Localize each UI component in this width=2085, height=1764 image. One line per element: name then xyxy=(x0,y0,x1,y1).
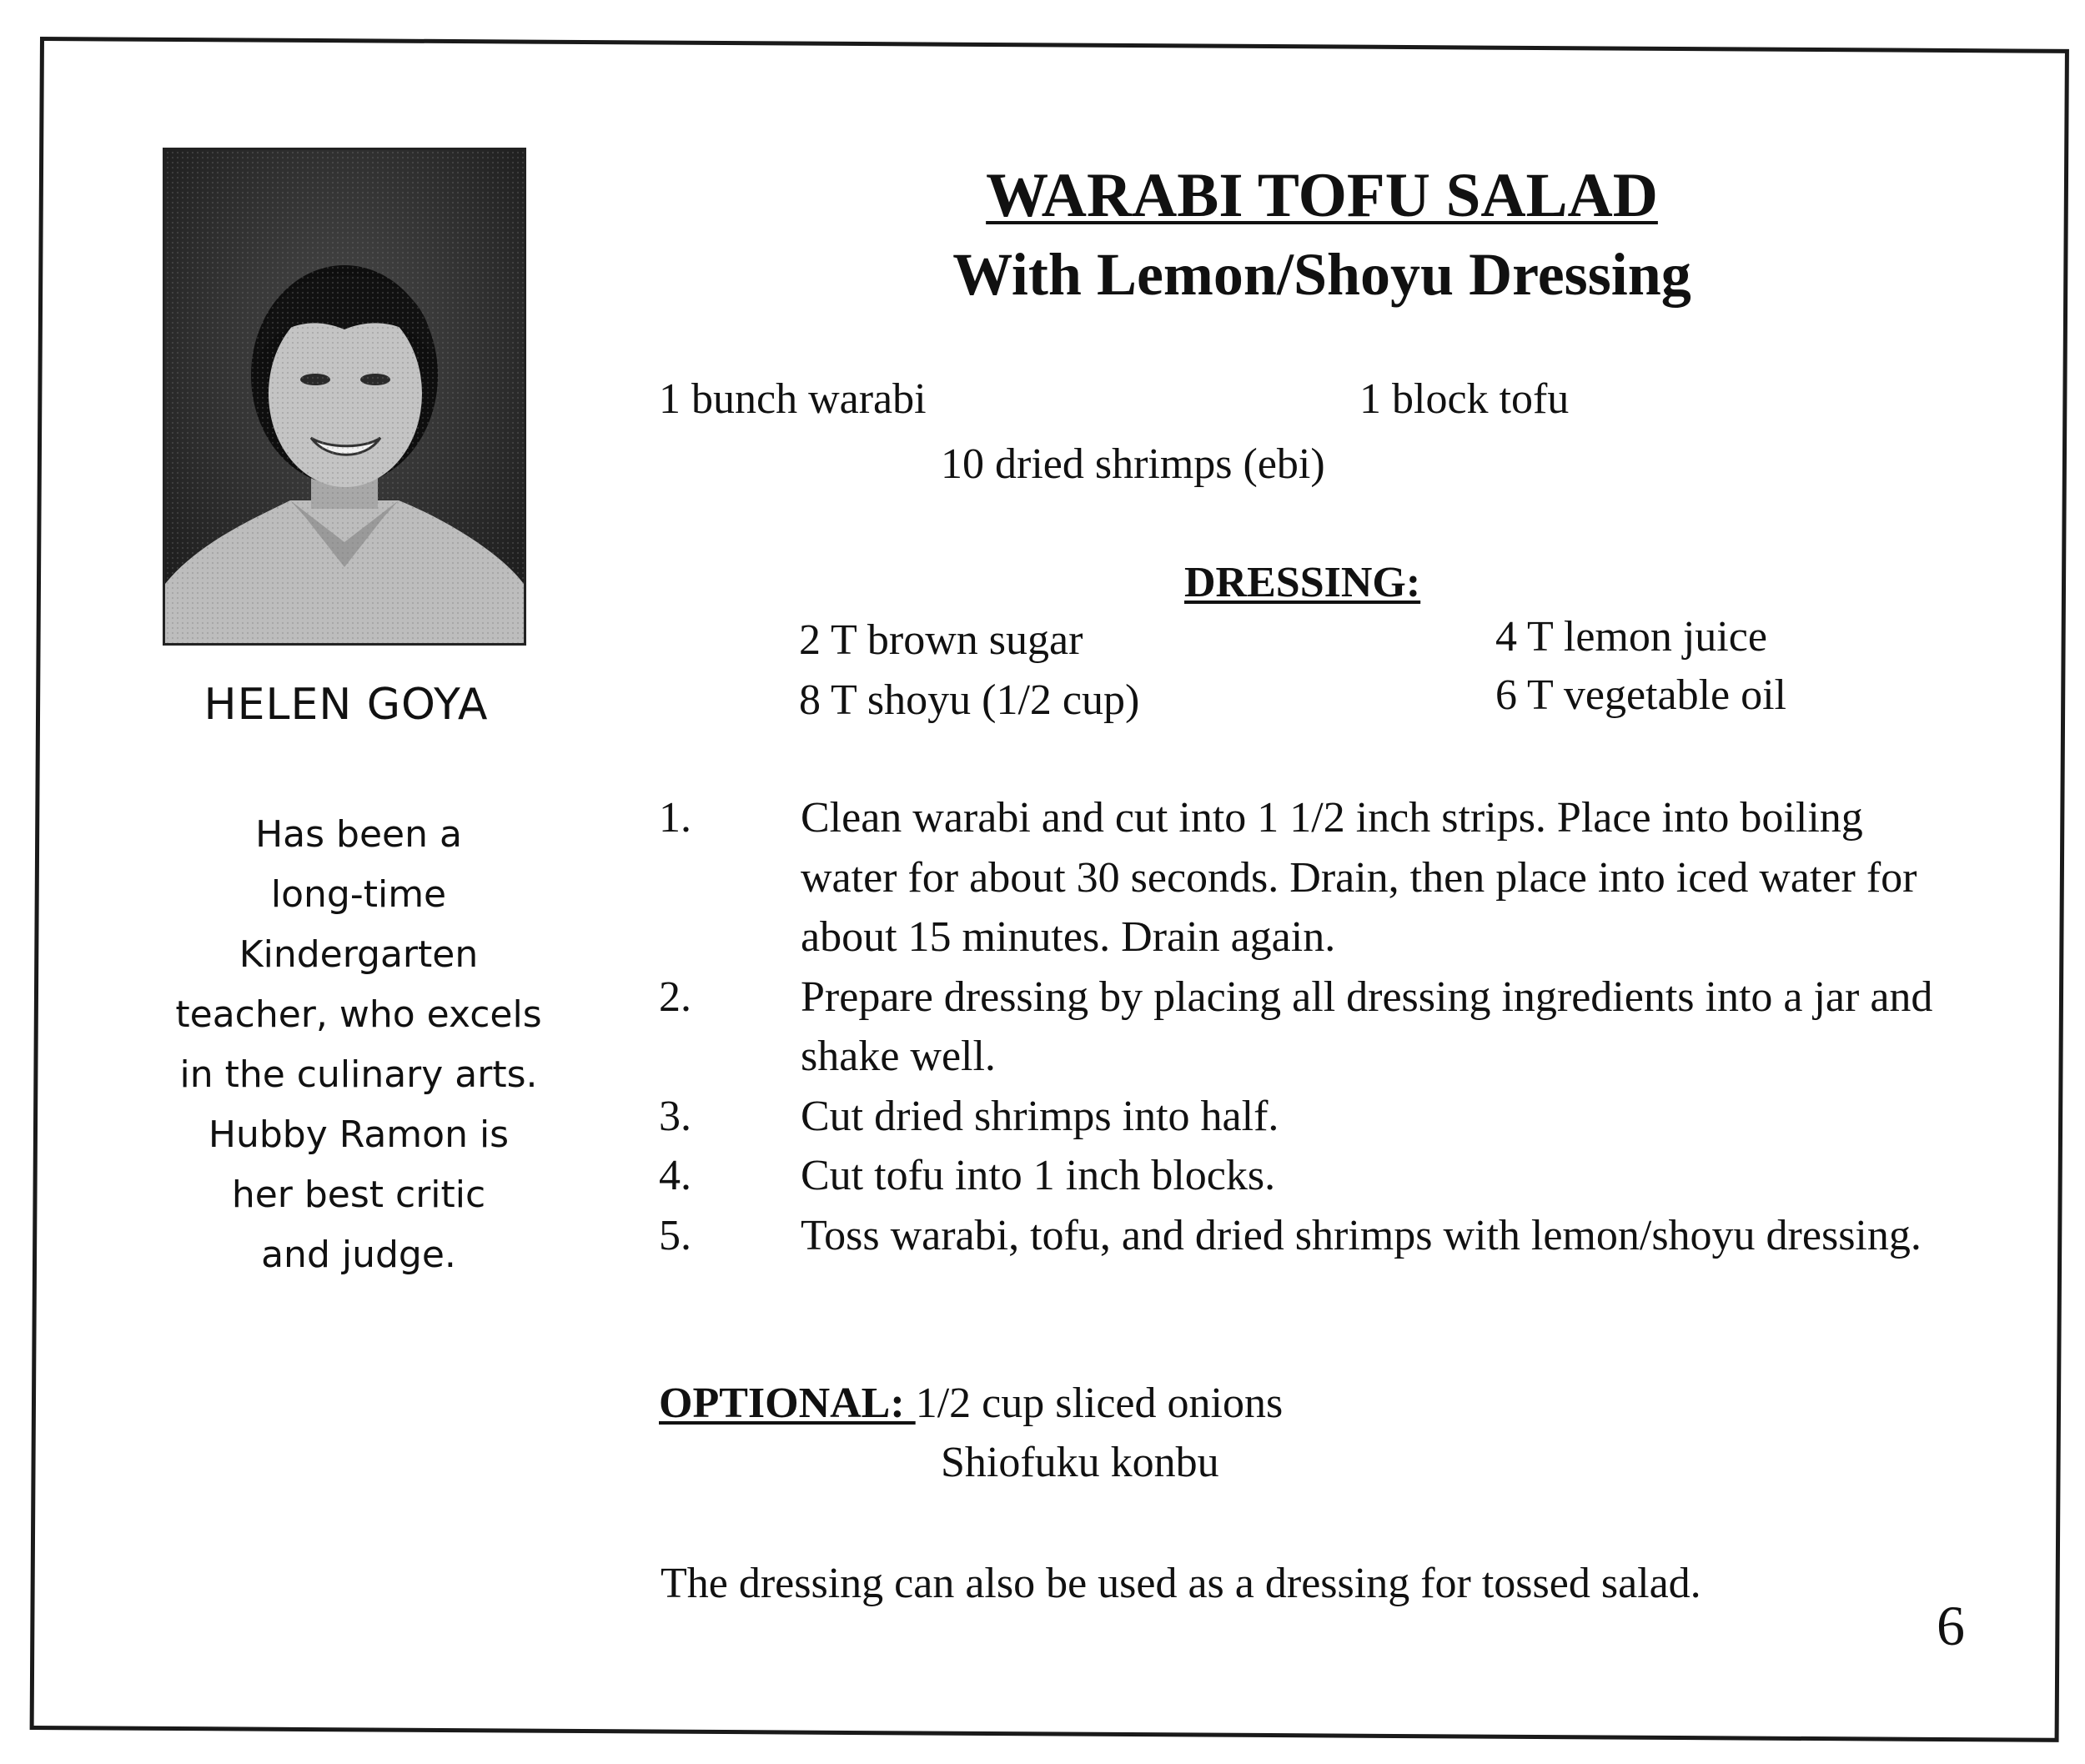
dressing-heading: DRESSING: xyxy=(1184,559,1421,606)
bio-line: in the culinary arts. xyxy=(179,1053,538,1096)
page-number: 6 xyxy=(1937,1594,1965,1657)
author-bio xyxy=(138,805,580,1285)
bio-line: Has been a xyxy=(255,813,462,856)
author-photo xyxy=(163,148,526,646)
step-text: Clean warabi and cut into 1 1/2 inch strips. Place into boiling water for about 30 seconds. Drain, then place into iced water for about 15 minutes. Drain again. xyxy=(801,794,1917,961)
optional-item: 1/2 cup sliced onions xyxy=(915,1380,1284,1427)
step-text: Toss warabi, tofu, and dried shrimps with lemon/shoyu dressing. xyxy=(801,1211,1922,1259)
dressing-item: 8 T shoyu (1/2 cup) xyxy=(799,676,1140,724)
optional-heading: OPTIONAL: xyxy=(659,1380,916,1427)
author-name: HELEN GOYA xyxy=(203,680,489,730)
step-text: Cut tofu into 1 inch blocks. xyxy=(801,1152,1276,1199)
instruction-step xyxy=(659,788,1960,967)
instruction-step xyxy=(659,1206,1960,1266)
recipe-subtitle: With Lemon/Shoyu Dressing xyxy=(952,241,1691,308)
dressing-item: 4 T lemon juice xyxy=(1495,613,1767,661)
optional-item: Shiofuku konbu xyxy=(941,1439,1219,1486)
ingredient-item: 1 block tofu xyxy=(1359,375,1570,423)
optional-line xyxy=(659,1378,1283,1430)
ingredient-item: 1 bunch warabi xyxy=(659,375,927,423)
instruction-step xyxy=(659,1146,1960,1206)
bio-line: long-time xyxy=(270,873,447,916)
bio-line: teacher, who excels xyxy=(175,993,542,1036)
bio-line: Hubby Ramon is xyxy=(208,1113,510,1156)
bio-line: her best critic xyxy=(231,1173,486,1216)
recipe-note: The dressing can also be used as a dressing for tossed salad. xyxy=(661,1560,1701,1607)
step-text: Prepare dressing by placing all dressing ingredients into a jar and shake well. xyxy=(801,972,1933,1080)
dressing-item: 2 T brown sugar xyxy=(799,616,1083,664)
instruction-step xyxy=(659,1087,1960,1147)
instructions-list xyxy=(659,788,1960,1265)
bio-line: and judge. xyxy=(261,1234,456,1276)
step-number: 4. xyxy=(659,1152,691,1199)
step-number: 2. xyxy=(659,972,691,1021)
instruction-step xyxy=(659,967,1960,1087)
bio-line: Kindergarten xyxy=(239,933,479,976)
step-number: 1. xyxy=(659,794,691,842)
step-number: 3. xyxy=(659,1092,691,1140)
step-text: Cut dried shrimps into half. xyxy=(801,1092,1279,1140)
step-number: 5. xyxy=(659,1211,691,1259)
recipe-title: WARABI TOFU SALAD xyxy=(986,161,1658,230)
ingredient-item: 10 dried shrimps (ebi) xyxy=(941,440,1325,488)
dressing-item: 6 T vegetable oil xyxy=(1495,671,1786,719)
